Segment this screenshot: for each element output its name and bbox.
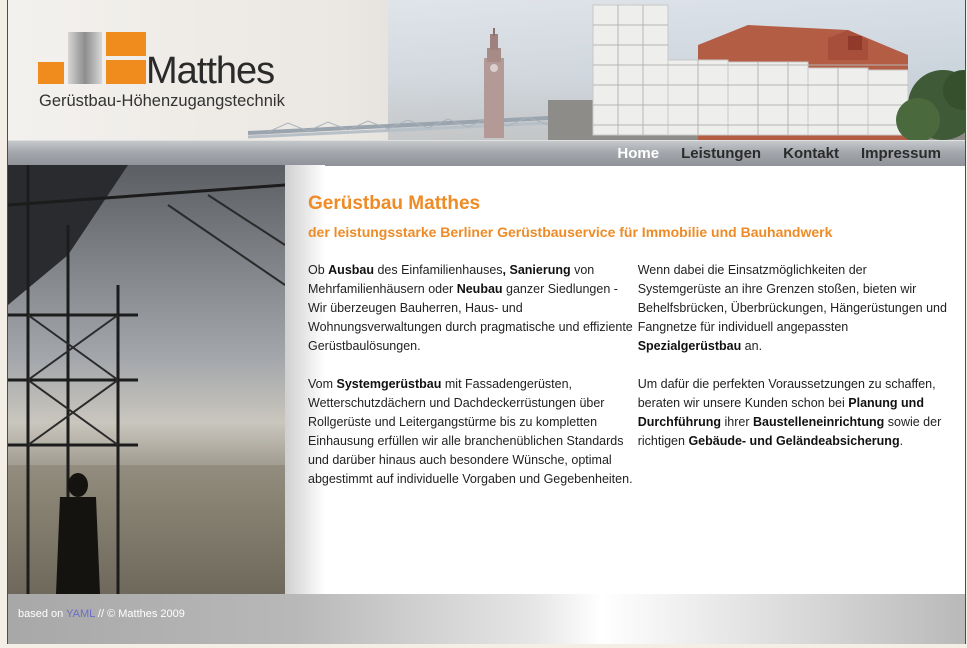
bold-text: , Sanierung xyxy=(502,263,571,277)
footer xyxy=(8,594,965,644)
footer-copyright: // © Matthes 2009 xyxy=(94,608,185,620)
text-run: mit Fassadengerüsten, Wetterschutzdächern und Dachdeckerrüstungen über Rollgerüste und Leitergangstürme bis zu kompletten Einhausung erfüllen wir alle branchenüblichen Standards und darüber hinaus auch besondere Wünsche, optimal abgestimmt auf individuelle Vorgaben und Gegebenheiten. xyxy=(308,377,633,486)
page xyxy=(7,0,966,644)
nav-item-kontakt[interactable]: Kontakt xyxy=(783,145,839,162)
nav-item-leistungen[interactable]: Leistungen xyxy=(681,145,762,162)
footer-yaml-link[interactable]: YAML xyxy=(66,608,95,620)
footer-prefix: based on xyxy=(18,608,67,620)
logo-tagline: Gerüstbau-Höhenzugangstechnik xyxy=(39,92,285,110)
site-logo[interactable] xyxy=(38,30,285,110)
bold-text: Baustelleneinrichtung xyxy=(752,415,885,429)
text-run: des Einfamilienhauses xyxy=(374,263,503,277)
bold-text: Gebäude- und Geländeabsicherung xyxy=(688,434,900,448)
text-run: Vom xyxy=(308,377,337,391)
paragraph xyxy=(638,375,948,451)
footer-text xyxy=(18,608,185,620)
bold-text: Systemgerüstbau xyxy=(336,377,442,391)
main-navigation xyxy=(8,140,965,166)
header-tower-illustration xyxy=(474,28,514,138)
paragraph xyxy=(308,375,638,489)
text-run: sowie der richtigen xyxy=(637,415,942,448)
paragraph xyxy=(308,261,638,356)
scaffold-tower-photo xyxy=(8,165,285,594)
nav-item-impressum[interactable]: Impressum xyxy=(860,145,941,162)
page-title: Gerüstbau Matthes xyxy=(308,193,481,214)
text-run: Wenn dabei die Einsatzmöglichkeiten der Systemgerüste an ihre Grenzen stoßen, bieten wir Behelfsbrücken, Überbrückungen, Hängerüstungen und Fangnetze für individuell angepassten xyxy=(637,263,947,334)
logo-name: Matthes xyxy=(146,50,275,92)
logo-mark xyxy=(38,30,150,88)
text-run: ganzer Siedlungen - Wir überzeugen Bauherren, Haus- und Wohnungsverwaltungen durch pragmatische und effiziente Gerüstbaulösungen. xyxy=(308,282,633,353)
nav-item-home[interactable]: Home xyxy=(617,145,660,162)
main-content xyxy=(308,193,948,508)
bold-text: Ausbau xyxy=(328,263,374,277)
header-scaffold-photo xyxy=(548,0,965,140)
header-banner xyxy=(8,0,965,140)
bold-text: Planung und Durchführung xyxy=(637,396,924,429)
text-run: Um dafür die perfekten Voraussetzungen zu schaffen, beraten wir unsere Kunden schon bei xyxy=(637,377,936,410)
content-column-right xyxy=(638,261,948,508)
text-run: . xyxy=(899,434,904,448)
text-run: an. xyxy=(741,339,763,353)
text-run: Ob xyxy=(308,263,329,277)
text-run: ihrer xyxy=(721,415,753,429)
paragraph xyxy=(638,261,948,356)
content-column-left xyxy=(308,261,638,508)
page-subtitle: der leistungsstarke Berliner Gerüstbauservice für Immobilie und Bauhandwerk xyxy=(308,224,833,240)
bold-text: Neubau xyxy=(456,282,503,296)
text-run: von Mehrfamilienhäusern oder xyxy=(308,263,595,296)
bold-text: Spezialgerüstbau xyxy=(637,339,742,353)
